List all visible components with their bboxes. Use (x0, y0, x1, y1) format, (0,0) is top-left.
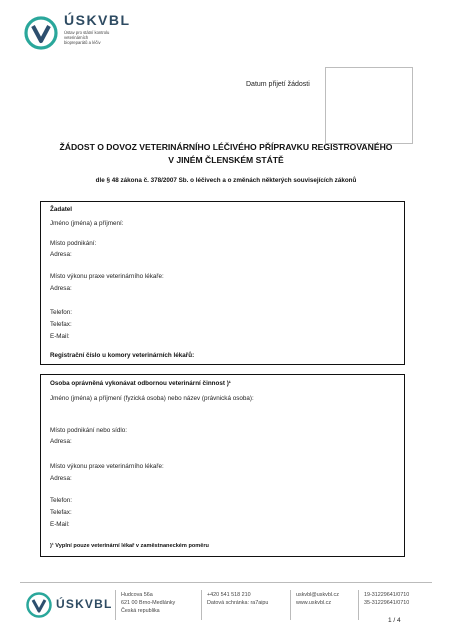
applicant-registration-field[interactable]: Registrační číslo u komory veterinárních lékařů: (50, 352, 195, 359)
applicant-address-field[interactable]: Adresa: (50, 251, 72, 258)
applicant-email-field[interactable]: E-Mail: (50, 333, 70, 340)
authorized-business-place-field[interactable]: Místo podnikání nebo sídlo: (50, 427, 128, 434)
document-title: ŽÁDOST O DOVOZ VETERINÁRNÍHO LÉČIVÉHO PŘÍPRAVKU REGISTROVANÉHO V JINÉM ČLENSKÉM STÁTĚ (59, 142, 393, 165)
footer-separator (115, 590, 116, 620)
applicant-heading: Žadatel (50, 206, 73, 213)
footer-divider (20, 582, 432, 583)
applicant-practice-address-field[interactable]: Adresa: (50, 285, 72, 292)
footer-email-link[interactable]: uskvbl@uskvbl.cz (296, 592, 339, 598)
footer-separator (358, 590, 359, 620)
logo-subtitle: Ústav pro státní kontrolu veterinárních biopreparátů a léčiv (64, 30, 110, 46)
footer-web (296, 591, 339, 607)
authorized-fax-field[interactable]: Telefax: (50, 509, 72, 516)
footer-logo-text: ÚSKVBL (56, 597, 113, 611)
footer-accounts: 19-31229641/0710 35-31229641/0710 (364, 592, 410, 607)
footer-separator (290, 590, 291, 620)
authorized-name-field[interactable]: Jméno (jména) a příjmení (fyzická osoba) nebo název (právnická osoba): (50, 395, 254, 402)
uskvbl-logo-icon (24, 16, 58, 50)
authorized-phone-field[interactable]: Telefon: (50, 497, 73, 504)
authorized-email-field[interactable]: E-Mail: (50, 521, 70, 528)
footer-logo-icon (26, 592, 52, 618)
authorized-practice-place-field[interactable]: Místo výkonu praxe veterinárního lékaře: (50, 463, 164, 470)
footer-contact: +420 541 518 210 Datová schránka: ra7aipu (207, 592, 269, 607)
footer-address: Hudcova 56a 621 00 Brno-Medlánky Česká republika (121, 592, 176, 615)
date-received-field[interactable] (325, 67, 413, 144)
footer-website-link[interactable]: www.uskvbl.cz (296, 600, 332, 607)
applicant-fax-field[interactable]: Telefax: (50, 321, 72, 328)
authorized-heading: Osoba oprávněná vykonávat odbornou veterinární činnost )¹ (50, 380, 231, 387)
footer-separator (201, 590, 202, 620)
page-number: 1 / 4 (388, 617, 401, 624)
applicant-name-field[interactable]: Jméno (jména) a příjmení: (50, 220, 124, 227)
applicant-practice-place-field[interactable]: Místo výkonu praxe veterinárního lékaře: (50, 273, 164, 280)
logo-text: ÚSKVBL (64, 12, 131, 28)
date-received-label: Datum přijetí žádosti (246, 81, 310, 88)
authorized-address-field[interactable]: Adresa: (50, 438, 72, 445)
document-subtitle: dle § 48 zákona č. 378/2007 Sb. o léčivech a o změnách některých souvisejících zákonů (95, 177, 357, 184)
applicant-business-place-field[interactable]: Místo podnikání: (50, 240, 97, 247)
applicant-phone-field[interactable]: Telefon: (50, 309, 73, 316)
authorized-practice-address-field[interactable]: Adresa: (50, 475, 72, 482)
authorized-footnote: )¹ Vyplní pouze veterinární lékař v zaměstnaneckém poměru (50, 543, 209, 549)
